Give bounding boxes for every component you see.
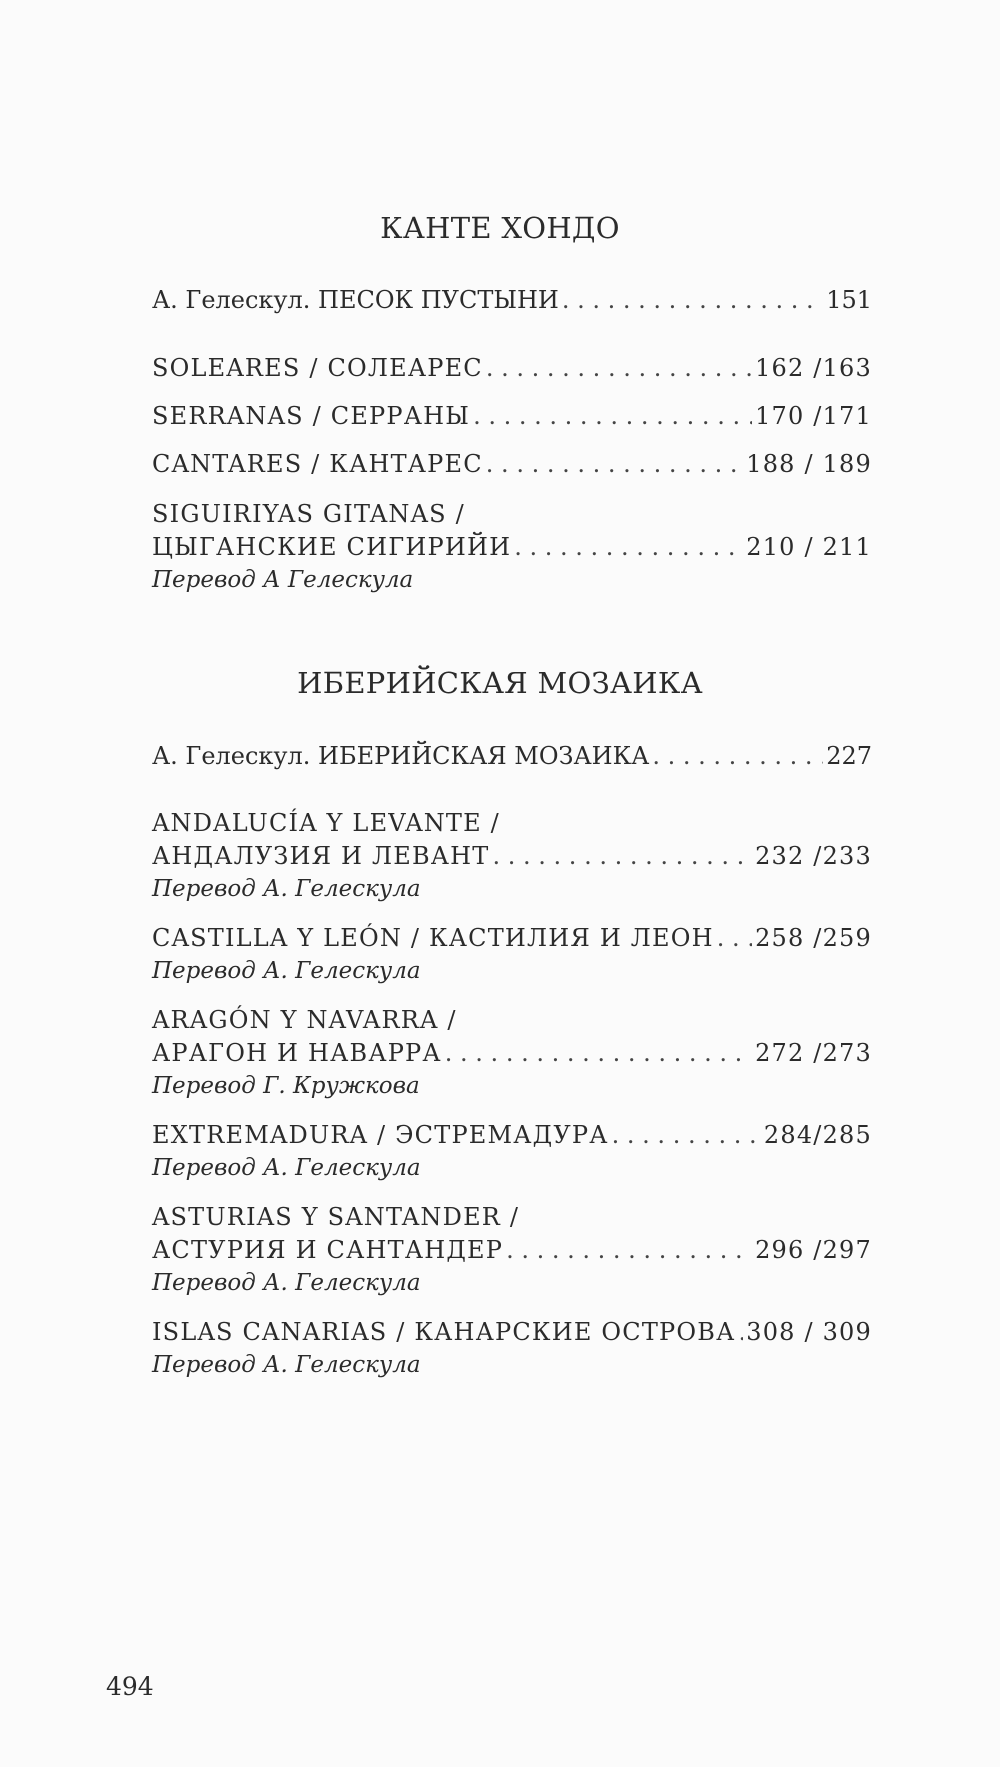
dot-leader: [486, 448, 743, 481]
toc-page-ref: 284/285: [763, 1121, 872, 1149]
toc-entry-title-line2: АРАГОН И НАВАРРА: [152, 1039, 442, 1067]
toc-entry-title: CANTARES / КАНТАРЕС: [152, 450, 483, 478]
dot-leader: [506, 1234, 752, 1267]
toc-entry-extremadura: [152, 1119, 872, 1185]
dot-leader: [493, 840, 753, 873]
toc-translator: Перевод А. Гелескула: [152, 1352, 421, 1378]
toc-page-ref: 151: [826, 286, 872, 314]
toc-entry-title: ISLAS CANARIAS / КАНАРСКИЕ ОСТРОВА: [152, 1318, 736, 1346]
toc-intro-label: А. Гелескул. ПЕСОК ПУСТЫНИ: [152, 286, 559, 314]
toc-page-ref: 170 /171: [755, 402, 872, 430]
toc-entry-title-line1: ANDALUCÍA Y LEVANTE /: [152, 809, 500, 837]
toc-page-ref: 227: [826, 742, 872, 770]
toc-translator: Перевод А. Гелескула: [152, 876, 421, 902]
toc-entry-title-line1: SIGUIRIYAS GITANAS /: [152, 500, 465, 528]
toc-entry-title-line1: ASTURIAS Y SANTANDER /: [152, 1203, 520, 1231]
toc-intro-iberian-mosaic: [152, 740, 872, 773]
toc-intro-label: А. Гелескул. ИБЕРИЙСКАЯ МОЗАИКА: [152, 742, 650, 770]
toc-page-ref: 272 /273: [755, 1039, 872, 1067]
dot-leader: [738, 1316, 743, 1349]
toc-translator: Перевод А. Гелескула: [152, 1155, 421, 1181]
toc-entry-siguiriyas: [152, 498, 872, 597]
toc-entry-cantares: [152, 448, 872, 481]
toc-page-ref: 258 /259: [755, 924, 872, 952]
toc-entry-title-line2: АНДАЛУЗИЯ И ЛЕВАНТ: [152, 842, 490, 870]
toc-entry-title-line2: АСТУРИЯ И САНТАНДЕР: [152, 1236, 504, 1264]
dot-leader: [473, 400, 752, 433]
toc-page-ref: 162 /163: [755, 354, 872, 382]
toc-entry-aragon: [152, 1004, 872, 1103]
toc-entry-islas-canarias: [152, 1316, 872, 1382]
dot-leader: [562, 284, 823, 317]
page-number: 494: [106, 1672, 154, 1701]
toc-page-ref: 308 / 309: [746, 1318, 872, 1346]
toc-translator: Перевод А. Гелескула: [152, 958, 421, 984]
dot-leader: [486, 352, 752, 385]
dot-leader: [514, 531, 743, 564]
toc-entry-asturias: [152, 1201, 872, 1300]
toc-entry-title: SERRANAS / СЕРРАНЫ: [152, 402, 471, 430]
section-title-kante-hondo: КАНТЕ ХОНДО: [380, 211, 620, 245]
dot-leader: [717, 922, 752, 955]
toc-page-ref: 232 /233: [755, 842, 872, 870]
toc-entry-serranas: [152, 400, 872, 433]
toc-entry-title: EXTREMADURA / ЭСТРЕМАДУРА: [152, 1121, 609, 1149]
toc-page-ref: 296 /297: [755, 1236, 872, 1264]
toc-entry-title: CASTILLA Y LEÓN / КАСТИЛИЯ И ЛЕОН: [152, 924, 714, 952]
toc-entry-castilla: [152, 922, 872, 988]
toc-translator: Перевод А Гелескула: [152, 567, 414, 593]
dot-leader: [445, 1037, 752, 1070]
toc-entry-title-line2: ЦЫГАНСКИЕ СИГИРИЙИ: [152, 533, 512, 561]
toc-translator: Перевод А. Гелескула: [152, 1270, 421, 1296]
toc-entry-soleares: [152, 352, 872, 385]
toc-entry-andalucia: [152, 807, 872, 906]
toc-translator: Перевод Г. Кружкова: [152, 1073, 420, 1099]
dot-leader: [652, 740, 823, 773]
toc-page-ref: 188 / 189: [746, 450, 872, 478]
toc-entry-title: SOLEARES / СОЛЕАРЕС: [152, 354, 483, 382]
section-title-iberian-mosaic: ИБЕРИЙСКАЯ МОЗАИКА: [297, 666, 703, 700]
toc-entry-title-line1: ARAGÓN Y NAVARRA /: [152, 1006, 457, 1034]
toc-intro-pesok-pustyni: [152, 284, 872, 317]
dot-leader: [612, 1119, 761, 1152]
toc-page-ref: 210 / 211: [746, 533, 872, 561]
